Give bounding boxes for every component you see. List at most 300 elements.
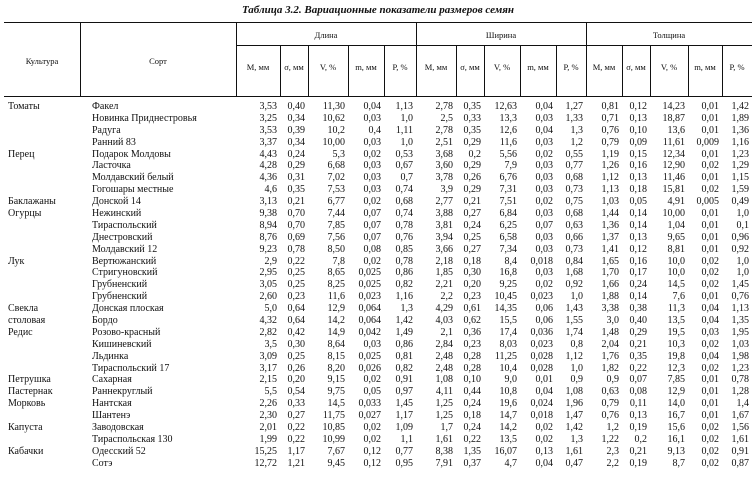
table-row	[0, 184, 756, 196]
value-cell: 3,53	[259, 101, 277, 112]
value-cell: 0,70	[287, 219, 305, 231]
value-cell: 1,96	[565, 398, 583, 410]
thickness-header: Толщина	[652, 30, 686, 40]
value-cell: 11,6	[327, 291, 345, 303]
value-cell: 1,61	[731, 433, 749, 445]
value-cell: 0,76	[395, 231, 413, 243]
value-cell: 0,23	[287, 291, 305, 303]
table-row	[0, 208, 756, 220]
value-cell: 1,3	[570, 124, 583, 136]
value-cell: 0,47	[565, 457, 583, 469]
value-cell: 8,65	[327, 267, 345, 279]
table-row	[0, 410, 756, 422]
sub-header: M, мм	[246, 62, 270, 72]
value-cell: 0,01	[701, 112, 719, 124]
value-cell: 0,07	[363, 219, 381, 231]
value-cell: 1,42	[395, 315, 413, 327]
value-cell: 0,53	[395, 148, 413, 160]
value-cell: 0,21	[463, 196, 481, 208]
value-cell: 0,63	[565, 219, 583, 231]
value-cell: 12,6	[499, 124, 517, 136]
value-cell: 6,77	[327, 196, 345, 208]
value-cell: 1,61	[565, 445, 583, 457]
value-cell: 0,49	[731, 196, 749, 208]
value-cell: 13,5	[499, 433, 517, 445]
table-row	[0, 339, 756, 351]
value-cell: 0,27	[463, 243, 481, 255]
value-cell: 10,8	[499, 386, 517, 398]
value-cell: 10,85	[322, 422, 345, 434]
value-cell: 0,05	[629, 196, 647, 208]
value-cell: 1,15	[731, 172, 749, 184]
value-cell: 0,13	[629, 112, 647, 124]
header-bottom-rule	[4, 96, 752, 97]
value-cell: 0,02	[363, 255, 381, 267]
value-cell: 3,37	[259, 136, 277, 148]
value-cell: 1,88	[601, 291, 619, 303]
value-cell: 6,84	[499, 208, 517, 220]
value-cell: 0,39	[287, 124, 305, 136]
value-cell: 0,03	[535, 160, 553, 172]
value-cell: 11,3	[667, 303, 685, 315]
value-cell: 0,14	[629, 219, 647, 231]
value-cell: 7,02	[327, 172, 345, 184]
value-cell: 0,24	[463, 219, 481, 231]
value-cell: 0,01	[701, 148, 719, 160]
table-row	[0, 137, 756, 149]
value-cell: 0,76	[731, 291, 749, 303]
value-cell: 10,00	[322, 136, 345, 148]
value-cell: 2,95	[259, 267, 277, 279]
value-cell: 7,85	[327, 219, 345, 231]
value-cell: 0,03	[701, 326, 719, 338]
value-cell: 0,87	[731, 457, 749, 469]
value-cell: 5,5	[264, 386, 277, 398]
value-cell: 0,02	[535, 148, 553, 160]
value-cell: 2,78	[435, 124, 453, 136]
value-cell: 0,18	[463, 255, 481, 267]
value-cell: 1,3	[570, 433, 583, 445]
table-row	[0, 363, 756, 375]
value-cell: 3,9	[440, 184, 453, 196]
value-cell: 1,44	[601, 208, 619, 220]
value-cell: 17,4	[499, 326, 517, 338]
value-cell: 4,91	[667, 196, 685, 208]
table-row	[0, 315, 756, 327]
variety-cell: Тираспольский 17	[92, 362, 170, 374]
value-cell: 4,29	[435, 303, 453, 315]
value-cell: 2,9	[264, 255, 277, 267]
value-cell: 0,03	[535, 267, 553, 279]
value-cell: 3,81	[435, 219, 453, 231]
value-cell: 2,48	[435, 350, 453, 362]
value-cell: 14,5	[667, 279, 685, 291]
value-cell: 0,06	[535, 315, 553, 327]
value-cell: 0,27	[287, 410, 305, 422]
value-cell: 3,68	[435, 148, 453, 160]
value-cell: 16,1	[667, 433, 685, 445]
value-cell: 2,3	[606, 445, 619, 457]
value-cell: 0,64	[287, 315, 305, 327]
value-cell: 3,66	[435, 243, 453, 255]
value-cell: 0,07	[363, 208, 381, 220]
value-cell: 0,02	[701, 422, 719, 434]
value-cell: 0,28	[463, 362, 481, 374]
value-cell: 0,16	[629, 255, 647, 267]
value-cell: 1,25	[435, 410, 453, 422]
value-cell: 4,32	[259, 315, 277, 327]
value-cell: 0,03	[363, 184, 381, 196]
value-cell: 3,0	[606, 315, 619, 327]
value-cell: 1,0	[400, 136, 413, 148]
top-rule	[4, 22, 752, 23]
value-cell: 1,13	[601, 184, 619, 196]
value-cell: 0,19	[629, 422, 647, 434]
value-cell: 1,0	[570, 291, 583, 303]
value-cell: 1,28	[731, 386, 749, 398]
value-cell: 0,07	[629, 374, 647, 386]
value-cell: 0,26	[287, 362, 305, 374]
sub-header: M, мм	[424, 62, 448, 72]
variety-cell: Подарок Молдовы	[92, 148, 171, 160]
value-cell: 2,01	[259, 422, 277, 434]
value-cell: 0,28	[463, 350, 481, 362]
value-cell: 5,0	[264, 303, 277, 315]
value-cell: 3,60	[435, 160, 453, 172]
variety-cell: Донская плоская	[92, 303, 164, 315]
length-header: Длина	[314, 30, 338, 40]
value-cell: 0,81	[395, 350, 413, 362]
value-cell: 0,29	[463, 136, 481, 148]
value-cell: 0,12	[629, 101, 647, 112]
value-cell: 1,36	[731, 124, 749, 136]
value-cell: 1,4	[736, 398, 749, 410]
value-cell: 4,7	[504, 457, 517, 469]
value-cell: 0,018	[530, 255, 553, 267]
sub-header: V, %	[319, 62, 337, 72]
value-cell: 0,028	[530, 362, 553, 374]
value-cell: 0,21	[629, 338, 647, 350]
value-cell: 18,87	[662, 112, 685, 124]
value-cell: 0,85	[395, 243, 413, 255]
value-cell: 0,8	[570, 338, 583, 350]
value-cell: 0,01	[701, 231, 719, 243]
table-row	[0, 125, 756, 137]
value-cell: 0,20	[463, 279, 481, 291]
value-cell: 12,34	[662, 148, 685, 160]
value-cell: 0,03	[535, 208, 553, 220]
variety-cell: Кишиневский	[92, 338, 152, 350]
value-cell: 1,29	[731, 160, 749, 172]
value-cell: 0,005	[696, 196, 719, 208]
value-cell: 0,13	[629, 172, 647, 184]
value-cell: 0,04	[535, 101, 553, 112]
value-cell: 1,2	[570, 136, 583, 148]
value-cell: 0,24	[463, 422, 481, 434]
value-cell: 11,25	[494, 350, 517, 362]
crop-cell: Свекла	[8, 303, 39, 315]
value-cell: 0,96	[731, 231, 749, 243]
crop-cell: Капуста	[8, 422, 43, 434]
value-cell: 9,23	[259, 243, 277, 255]
table-row	[0, 232, 756, 244]
value-cell: 1,7	[440, 422, 453, 434]
value-cell: 0,97	[395, 386, 413, 398]
value-cell: 0,02	[701, 433, 719, 445]
variety-cell: Радуга	[92, 124, 121, 136]
value-cell: 0,15	[629, 148, 647, 160]
value-cell: 0,73	[565, 184, 583, 196]
crop-cell: Пастернак	[8, 386, 53, 398]
value-cell: 1,0	[570, 362, 583, 374]
value-cell: 9,13	[667, 445, 685, 457]
value-cell: 0,12	[629, 243, 647, 255]
value-cell: 1,45	[731, 279, 749, 291]
value-cell: 0,30	[287, 338, 305, 350]
value-cell: 0,01	[701, 101, 719, 112]
value-cell: 0,25	[287, 267, 305, 279]
value-cell: 2,78	[435, 101, 453, 112]
value-cell: 0,12	[363, 457, 381, 469]
value-cell: 0,064	[358, 315, 381, 327]
value-cell: 7,34	[499, 243, 517, 255]
value-cell: 0,1	[736, 219, 749, 231]
value-cell: 0,79	[601, 136, 619, 148]
value-cell: 0,033	[358, 398, 381, 410]
variety-cell: Розово-красный	[92, 326, 161, 338]
variety-cell: Ласточка	[92, 160, 131, 172]
value-cell: 14,9	[327, 326, 345, 338]
value-cell: 0,04	[535, 124, 553, 136]
value-cell: 0,29	[629, 326, 647, 338]
value-cell: 0,22	[287, 422, 305, 434]
crop-cell: Баклажаны	[8, 196, 56, 208]
value-cell: 1,42	[565, 422, 583, 434]
value-cell: 0,35	[629, 350, 647, 362]
value-cell: 5,3	[332, 148, 345, 160]
value-cell: 0,35	[463, 101, 481, 112]
value-cell: 1,0	[736, 255, 749, 267]
value-cell: 9,45	[327, 457, 345, 469]
table-caption: Таблица 3.2. Вариационные показатели размеров семян	[241, 4, 515, 16]
value-cell: 1,45	[395, 398, 413, 410]
value-cell: 0,01	[701, 291, 719, 303]
value-cell: 0,86	[395, 267, 413, 279]
value-cell: 0,07	[363, 231, 381, 243]
group-divider	[236, 45, 752, 46]
variety-cell: Тираспольский	[92, 219, 157, 231]
variety-cell: Шантенэ	[92, 410, 131, 422]
value-cell: 1,55	[565, 315, 583, 327]
crop-cell: Томаты	[8, 101, 40, 112]
value-cell: 0,68	[565, 208, 583, 220]
table-row	[0, 267, 756, 279]
sub-header: m, мм	[527, 62, 549, 72]
value-cell: 10,00	[662, 208, 685, 220]
value-cell: 0,44	[463, 386, 481, 398]
table-row	[0, 386, 756, 398]
value-cell: 8,64	[327, 338, 345, 350]
value-cell: 1,11	[395, 124, 413, 136]
value-cell: 0,02	[701, 279, 719, 291]
value-cell: 19,5	[667, 326, 685, 338]
value-cell: 0,78	[395, 255, 413, 267]
value-cell: 1,3	[400, 303, 413, 315]
value-cell: 7,85	[667, 374, 685, 386]
variety-cell: Молдавский белый	[92, 172, 174, 184]
value-cell: 2,15	[259, 374, 277, 386]
table-row	[0, 327, 756, 339]
sub-header: V, %	[493, 62, 511, 72]
value-cell: 0,29	[287, 160, 305, 172]
value-cell: 0,82	[395, 362, 413, 374]
value-cell: 1,82	[601, 362, 619, 374]
value-cell: 1,56	[731, 422, 749, 434]
value-cell: 1,95	[731, 326, 749, 338]
value-cell: 0,02	[535, 433, 553, 445]
variety-cell: Заводовская	[92, 422, 144, 434]
value-cell: 0,02	[363, 433, 381, 445]
sub-header: σ, мм	[284, 62, 304, 72]
value-cell: 7,6	[672, 291, 685, 303]
value-cell: 0,14	[629, 208, 647, 220]
value-cell: 1,13	[731, 303, 749, 315]
table-row	[0, 220, 756, 232]
value-cell: 0,03	[535, 243, 553, 255]
value-cell: 0,02	[363, 374, 381, 386]
value-cell: 1,35	[731, 315, 749, 327]
crop-cell: Перец	[8, 148, 35, 160]
value-cell: 0,12	[363, 445, 381, 457]
value-cell: 0,31	[287, 172, 305, 184]
value-cell: 0,24	[463, 398, 481, 410]
table-row	[0, 291, 756, 303]
value-cell: 1,27	[565, 101, 583, 112]
value-cell: 3,88	[435, 208, 453, 220]
value-cell: 1,59	[731, 184, 749, 196]
value-cell: 10,0	[667, 255, 685, 267]
value-cell: 7,9	[504, 160, 517, 172]
value-cell: 0,23	[463, 338, 481, 350]
value-cell: 0,13	[629, 231, 647, 243]
value-cell: 0,04	[535, 457, 553, 469]
value-cell: 14,2	[327, 315, 345, 327]
value-cell: 0,24	[629, 279, 647, 291]
value-cell: 0,03	[535, 184, 553, 196]
table-row	[0, 160, 756, 172]
value-cell: 0,76	[601, 410, 619, 422]
value-cell: 10,99	[322, 433, 345, 445]
value-cell: 0,02	[701, 160, 719, 172]
crop-cell: Редис	[8, 326, 33, 338]
value-cell: 0,03	[363, 112, 381, 124]
value-cell: 12,9	[667, 386, 685, 398]
value-cell: 1,23	[731, 148, 749, 160]
value-cell: 0,25	[287, 350, 305, 362]
value-cell: 10,62	[322, 112, 345, 124]
value-cell: 8,20	[327, 362, 345, 374]
value-cell: 0,86	[395, 338, 413, 350]
value-cell: 2,1	[440, 326, 453, 338]
value-cell: 0,02	[701, 457, 719, 469]
sub-header: m, мм	[355, 62, 377, 72]
value-cell: 0,22	[287, 255, 305, 267]
value-cell: 0,69	[287, 231, 305, 243]
value-cell: 2,21	[435, 279, 453, 291]
value-cell: 1,0	[736, 208, 749, 220]
value-cell: 0,03	[363, 160, 381, 172]
variety-cell: Бордо	[92, 315, 118, 327]
value-cell: 0,14	[629, 291, 647, 303]
value-cell: 0,02	[363, 422, 381, 434]
value-cell: 0,76	[601, 124, 619, 136]
value-cell: 1,17	[287, 445, 305, 457]
value-cell: 0,40	[287, 101, 305, 112]
value-cell: 0,042	[358, 326, 381, 338]
value-cell: 0,92	[731, 243, 749, 255]
value-cell: 6,58	[499, 231, 517, 243]
value-cell: 8,25	[327, 279, 345, 291]
value-cell: 1,09	[395, 422, 413, 434]
value-cell: 1,47	[565, 410, 583, 422]
value-cell: 12,9	[327, 303, 345, 315]
value-cell: 0,03	[363, 338, 381, 350]
value-cell: 4,28	[259, 160, 277, 172]
value-cell: 0,02	[701, 267, 719, 279]
table-body	[0, 101, 756, 470]
value-cell: 2,18	[435, 255, 453, 267]
value-cell: 0,04	[701, 303, 719, 315]
value-cell: 0,29	[463, 160, 481, 172]
sub-header: P, %	[392, 62, 408, 72]
value-cell: 2,2	[606, 457, 619, 469]
value-cell: 10,4	[499, 362, 517, 374]
value-cell: 1,99	[259, 433, 277, 445]
value-cell: 11,46	[662, 172, 685, 184]
value-cell: 0,18	[463, 410, 481, 422]
variety-cell: Гогошары местные	[92, 184, 174, 196]
value-cell: 0,38	[629, 303, 647, 315]
value-cell: 0,24	[287, 148, 305, 160]
value-cell: 19,8	[667, 350, 685, 362]
value-cell: 4,43	[259, 148, 277, 160]
value-cell: 0,27	[463, 208, 481, 220]
value-cell: 0,01	[701, 208, 719, 220]
value-cell: 0,025	[358, 350, 381, 362]
value-cell: 0,40	[629, 315, 647, 327]
value-cell: 0,04	[363, 101, 381, 112]
value-cell: 1,85	[435, 267, 453, 279]
value-cell: 14,5	[327, 398, 345, 410]
value-cell: 8,38	[435, 445, 453, 457]
value-cell: 3,25	[259, 112, 277, 124]
value-cell: 14,2	[499, 422, 517, 434]
table-row	[0, 256, 756, 268]
value-cell: 0,024	[530, 398, 553, 410]
value-cell: 0,78	[395, 219, 413, 231]
value-cell: 1,13	[395, 101, 413, 112]
variety-cell: Льдинка	[92, 350, 129, 362]
variety-cell: Сотэ	[92, 457, 113, 469]
value-cell: 0,29	[463, 184, 481, 196]
value-cell: 0,91	[395, 374, 413, 386]
value-cell: 0,02	[701, 362, 719, 374]
crop-cell: Кабачки	[8, 445, 44, 457]
variety-cell: Грубненский	[92, 279, 148, 291]
variety-cell: Вертюжанский	[92, 255, 157, 267]
value-cell: 0,02	[701, 338, 719, 350]
value-cell: 0,61	[463, 303, 481, 315]
